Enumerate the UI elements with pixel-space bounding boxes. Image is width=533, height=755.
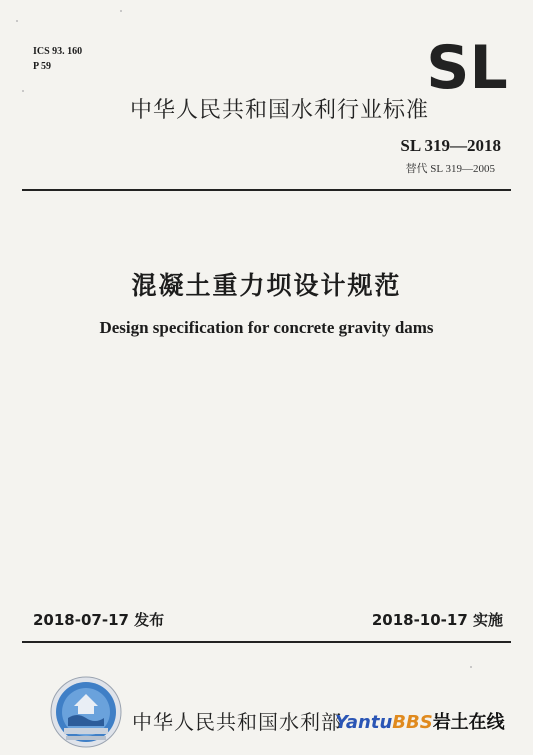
scan-speck <box>470 666 472 668</box>
scan-speck <box>22 90 24 92</box>
scan-speck <box>120 10 122 12</box>
watermark-part3: 岩土在线 <box>432 712 505 733</box>
p-code: P 59 <box>33 61 52 72</box>
classification-codes <box>33 44 82 74</box>
title-english: Design specification for concrete gravity dams <box>99 318 434 337</box>
issue-date: 2018-07-17 发布 <box>33 611 165 629</box>
forum-watermark <box>335 708 505 734</box>
ministry-seal-icon <box>50 676 122 748</box>
publisher: 中华人民共和国水利部 <box>132 710 342 734</box>
bottom-divider <box>22 641 511 643</box>
title-chinese: 混凝土重力坝设计规范 <box>131 271 402 300</box>
sl-logo <box>420 36 514 94</box>
watermark-part1: Yantu <box>335 712 393 733</box>
top-divider <box>22 189 511 191</box>
scan-speck <box>16 20 18 22</box>
standard-number: SL 319—2018 <box>400 136 501 155</box>
industry-standard-title: 中华人民共和国水利行业标准 <box>130 98 430 123</box>
ics-code: ICS 93. 160 <box>33 46 83 57</box>
watermark-part2: BBS <box>392 712 433 733</box>
replaces-standard: 替代 SL 319—2005 <box>405 163 495 175</box>
implementation-date: 2018-10-17 实施 <box>371 611 503 629</box>
sl-logo-text: SL <box>426 36 508 94</box>
